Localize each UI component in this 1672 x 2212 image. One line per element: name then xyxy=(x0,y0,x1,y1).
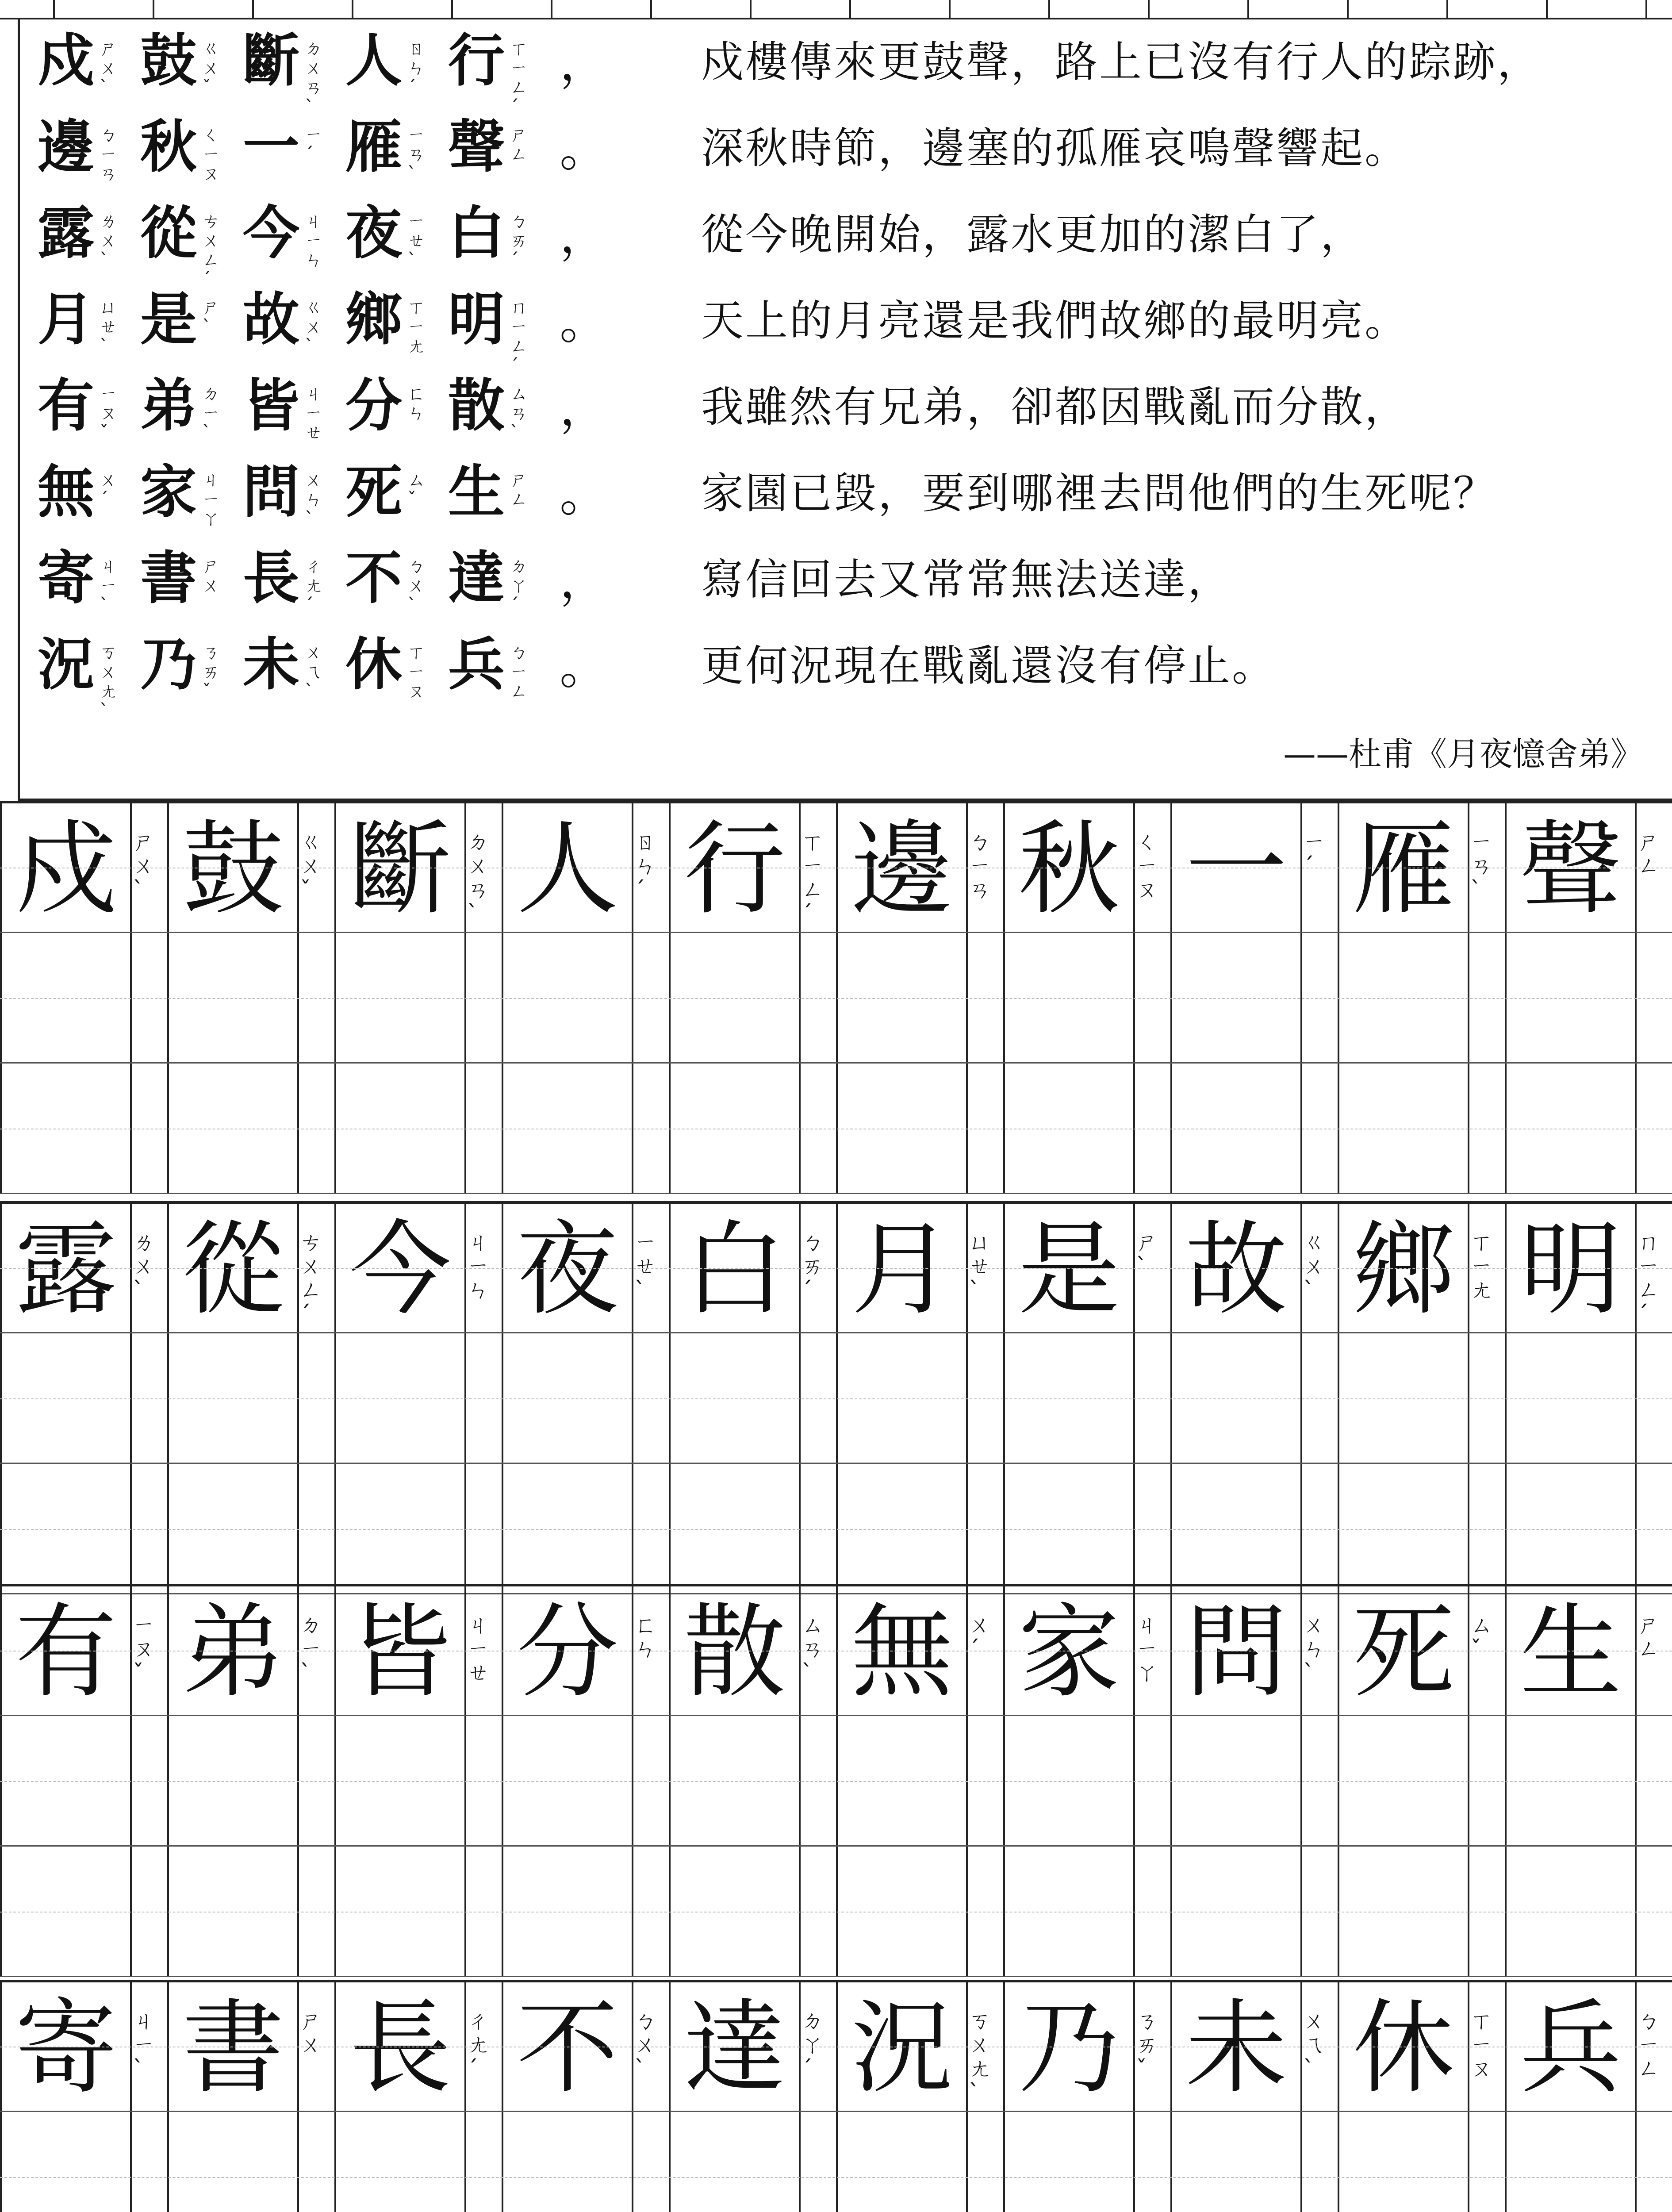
model-zhuyin: ㄅㄧㄢ xyxy=(969,829,991,902)
poem-hanzi: 乃 xyxy=(140,631,197,698)
poem-hanzi: 月 xyxy=(38,286,95,353)
poem-zhuyin: ㄨㄟˋ xyxy=(305,642,322,702)
poem-hanzi: 秋 xyxy=(140,114,197,180)
poem-zhuyin: ㄕˋ xyxy=(202,297,220,337)
model-zhuyin: ㄅㄧㄥ xyxy=(1637,2008,1660,2081)
model-character: 是 xyxy=(1018,1211,1120,1329)
poem-zhuyin: ㄕㄨ xyxy=(202,556,220,596)
model-zhuyin: ㄐㄧㄣ xyxy=(467,1229,489,1303)
model-zhuyin: ㄨㄣˋ xyxy=(1303,1612,1325,1686)
model-character: 皆 xyxy=(349,1594,451,1712)
model-zhuyin: ㄩㄝˋ xyxy=(969,1229,991,1303)
guide-line xyxy=(0,1193,1672,1194)
poem-hanzi: 露 xyxy=(38,200,95,266)
poem-hanzi: 皆 xyxy=(243,373,300,439)
poem-hanzi: 散 xyxy=(448,373,505,439)
ruler-tick xyxy=(1645,0,1647,18)
poem-hanzi: 鼓 xyxy=(140,27,197,94)
top-ruler xyxy=(0,0,1672,19)
model-zhuyin: ㄙˇ xyxy=(1470,1612,1492,1662)
poem-hanzi: 故 xyxy=(243,286,300,353)
guide-line xyxy=(0,1332,1672,1333)
practice-row xyxy=(0,1201,1672,1593)
poem-zhuyin: ㄅㄧㄢ xyxy=(100,125,117,184)
model-zhuyin: ㄙㄢˋ xyxy=(801,1612,824,1686)
ruler-tick xyxy=(53,0,55,18)
model-zhuyin: ㄧㄢˋ xyxy=(1470,829,1492,902)
poem-zhuyin: ㄧㄝˋ xyxy=(407,211,425,270)
poem-zhuyin: ㄑㄧㄡ xyxy=(202,125,220,184)
poem-hanzi: 況 xyxy=(38,631,95,698)
guide-line xyxy=(0,1845,1672,1847)
poem-hanzi: 書 xyxy=(140,545,197,611)
model-character: 鼓 xyxy=(182,810,284,929)
model-zhuyin: ㄍㄨˋ xyxy=(1303,1229,1325,1303)
guide-dashed-line xyxy=(0,2177,1672,2178)
verse-translation: 從今晚開始，露水更加的潔白了， xyxy=(701,210,1365,259)
model-zhuyin: ㄒㄧㄤ xyxy=(1470,1229,1492,1303)
poem-zhuyin: ㄧˊ xyxy=(305,125,322,165)
model-character: 邊 xyxy=(851,810,953,929)
model-zhuyin: ㄧㄡˇ xyxy=(133,1612,155,1686)
guide-line xyxy=(0,2111,1672,2112)
model-zhuyin: ㄐㄧㄚ xyxy=(1136,1612,1158,1686)
model-character: 秋 xyxy=(1018,810,1120,929)
model-character: 況 xyxy=(851,1989,953,2108)
poem-zhuyin: ㄒㄧㄥˊ xyxy=(510,38,528,117)
ruler-tick xyxy=(849,0,851,18)
ruler-tick xyxy=(650,0,652,18)
guide-dashed-line xyxy=(0,1268,1672,1269)
model-zhuyin: ㄎㄨㄤˋ xyxy=(969,2008,991,2105)
model-character: 月 xyxy=(851,1211,953,1329)
poem-hanzi: 不 xyxy=(345,545,403,611)
poem-zhuyin: ㄅㄨˋ xyxy=(407,556,425,615)
guide-line xyxy=(0,1715,1672,1716)
poem-hanzi: 邊 xyxy=(38,114,95,180)
ruler-tick xyxy=(1148,0,1150,18)
poem-hanzi: 戍 xyxy=(38,27,95,94)
model-zhuyin: ㄕˋ xyxy=(1136,1229,1158,1279)
poem-hanzi: 聲 xyxy=(448,114,505,180)
model-zhuyin: ㄇㄧㄥˊ xyxy=(1637,1229,1660,1327)
verse-punctuation: ， xyxy=(560,552,608,609)
model-character: 休 xyxy=(1352,1989,1454,2108)
model-zhuyin: ㄔㄤˊ xyxy=(467,2008,489,2081)
model-zhuyin: ㄕㄨˋ xyxy=(133,829,155,902)
model-zhuyin: ㄨˊ xyxy=(969,1612,991,1662)
guide-dashed-line xyxy=(0,1529,1672,1530)
model-zhuyin: ㄐㄧˋ xyxy=(133,2008,155,2081)
guide-line xyxy=(0,1062,1672,1064)
poem-hanzi: 弟 xyxy=(140,373,197,439)
model-zhuyin: ㄑㄧㄡ xyxy=(1136,829,1158,902)
model-character: 夜 xyxy=(516,1211,618,1329)
verse-punctuation: ， xyxy=(560,207,608,264)
poem-zhuyin: ㄉㄧˋ xyxy=(202,384,220,443)
poem-zhuyin: ㄇㄧㄥˊ xyxy=(510,297,528,376)
guide-dashed-line xyxy=(0,1781,1672,1782)
model-character: 散 xyxy=(683,1594,786,1712)
poem-zhuyin: ㄩㄝˋ xyxy=(100,297,117,357)
model-character: 書 xyxy=(182,1989,284,2108)
model-zhuyin: ㄕㄥ xyxy=(1637,829,1660,879)
ruler-tick xyxy=(451,0,453,18)
model-character: 死 xyxy=(1352,1594,1454,1712)
poem-hanzi: 一 xyxy=(243,114,300,180)
poem-hanzi: 寄 xyxy=(38,545,95,611)
poem-hanzi: 鄉 xyxy=(345,286,403,353)
poem-zhuyin: ㄍㄨˇ xyxy=(202,38,220,98)
model-character: 一 xyxy=(1185,810,1287,929)
poem-hanzi: 問 xyxy=(243,459,300,525)
model-character: 露 xyxy=(15,1211,117,1329)
poem-hanzi: 未 xyxy=(243,631,300,698)
guide-line xyxy=(0,932,1672,933)
poem-zhuyin: ㄔㄤˊ xyxy=(305,556,322,615)
model-character: 長 xyxy=(349,1989,451,2108)
guide-dashed-line xyxy=(0,998,1672,999)
ruler-tick xyxy=(1048,0,1050,18)
poem-zhuyin: ㄘㄨㄥˊ xyxy=(202,211,220,290)
ruler-tick xyxy=(750,0,752,18)
ruler-tick xyxy=(252,0,254,18)
model-zhuyin: ㄧㄝˋ xyxy=(634,1229,656,1303)
poem-zhuyin: ㄈㄣ xyxy=(407,384,425,423)
model-zhuyin: ㄉㄚˊ xyxy=(801,2008,824,2081)
model-zhuyin: ㄒㄧㄥˊ xyxy=(801,829,824,926)
verse-translation: 我雖然有兄弟，卻都因戰亂而分散， xyxy=(701,382,1409,432)
model-character: 雁 xyxy=(1352,810,1454,929)
model-character: 未 xyxy=(1185,1989,1287,2108)
model-zhuyin: ㄋㄞˇ xyxy=(1136,2008,1158,2081)
model-character: 戍 xyxy=(15,810,117,929)
practice-row xyxy=(0,1980,1672,2212)
ruler-tick xyxy=(352,0,353,18)
poem-hanzi: 行 xyxy=(448,27,505,94)
poem-zhuyin: ㄨˊ xyxy=(100,470,117,510)
model-character: 從 xyxy=(182,1211,284,1329)
poem-panel xyxy=(18,18,1672,801)
poem-hanzi: 無 xyxy=(38,459,95,525)
model-zhuyin: ㄖㄣˊ xyxy=(634,829,656,902)
poem-hanzi: 休 xyxy=(345,631,403,698)
poem-zhuyin: ㄌㄨˋ xyxy=(100,211,117,270)
verse-translation: 更何況現在戰亂還沒有停止。 xyxy=(701,641,1276,691)
poem-zhuyin: ㄉㄚˊ xyxy=(510,556,528,615)
model-zhuyin: ㄒㄧㄡ xyxy=(1470,2008,1492,2081)
guide-line xyxy=(0,1976,1672,1977)
model-zhuyin: ㄧˊ xyxy=(1303,829,1325,879)
poem-zhuyin: ㄨㄣˋ xyxy=(305,470,322,529)
poem-hanzi: 明 xyxy=(448,286,505,353)
poem-zhuyin: ㄕㄥ xyxy=(510,470,528,510)
poem-zhuyin: ㄎㄨㄤˋ xyxy=(100,642,117,721)
poem-zhuyin: ㄐㄧㄣ xyxy=(305,211,322,270)
poem-hanzi: 是 xyxy=(140,286,197,353)
model-character: 鄉 xyxy=(1352,1211,1454,1329)
verse-punctuation: 。 xyxy=(560,121,608,177)
poem-hanzi: 白 xyxy=(448,200,505,266)
poem-hanzi: 達 xyxy=(448,545,505,611)
guide-line xyxy=(0,1463,1672,1464)
verse-translation: 寫信回去又常常無法送達， xyxy=(701,555,1232,604)
model-character: 乃 xyxy=(1018,1989,1120,2108)
model-character: 家 xyxy=(1018,1594,1120,1712)
guide-dashed-line xyxy=(0,1398,1672,1399)
practice-row xyxy=(0,1584,1672,1976)
poem-hanzi: 雁 xyxy=(345,114,403,180)
poem-zhuyin: ㄙㄢˋ xyxy=(510,384,528,443)
model-character: 明 xyxy=(1519,1211,1622,1329)
model-zhuyin: ㄕㄨ xyxy=(300,2008,322,2058)
poem-zhuyin: ㄉㄨㄢˋ xyxy=(305,38,322,117)
poem-zhuyin: ㄒㄧㄡ xyxy=(407,642,425,702)
verse-translation: 深秋時節，邊塞的孤雁哀鳴聲響起。 xyxy=(701,123,1409,173)
poem-zhuyin: ㄐㄧㄚ xyxy=(202,470,220,529)
verse-punctuation: 。 xyxy=(560,466,608,522)
model-zhuyin: ㄘㄨㄥˊ xyxy=(300,1229,322,1327)
model-zhuyin: ㄅㄨˋ xyxy=(634,2008,656,2081)
model-character: 問 xyxy=(1185,1594,1287,1712)
poem-zhuyin: ㄖㄣˊ xyxy=(407,38,425,98)
ruler-tick xyxy=(1347,0,1349,18)
poem-zhuyin: ㄐㄧˋ xyxy=(100,556,117,615)
poem-zhuyin: ㄍㄨˋ xyxy=(305,297,322,357)
verse-translation: 戍樓傳來更鼓聲，路上已沒有行人的踪跡， xyxy=(701,37,1542,87)
model-zhuyin: ㄐㄧㄝ xyxy=(467,1612,489,1686)
poem-zhuyin: ㄕㄨˋ xyxy=(100,38,117,98)
model-character: 分 xyxy=(516,1594,618,1712)
poem-zhuyin: ㄧㄢˋ xyxy=(407,125,425,184)
verse-punctuation: 。 xyxy=(560,638,608,695)
poem-hanzi: 死 xyxy=(345,459,403,525)
model-character: 行 xyxy=(683,810,786,929)
poem-hanzi: 有 xyxy=(38,373,95,439)
poem-zhuyin: ㄕㄥ xyxy=(510,125,528,165)
verse-punctuation: ， xyxy=(560,35,608,91)
verse-translation: 家園已毀，要到哪裡去問他們的生死呢？ xyxy=(701,469,1497,518)
poem-hanzi: 分 xyxy=(345,373,403,439)
model-zhuyin: ㄉㄧˋ xyxy=(300,1612,322,1686)
model-zhuyin: ㄨㄟˋ xyxy=(1303,2008,1325,2081)
model-character: 生 xyxy=(1519,1594,1622,1712)
poem-hanzi: 從 xyxy=(140,200,197,266)
poem-zhuyin: ㄧㄡˇ xyxy=(100,384,117,443)
poem-zhuyin: ㄙˇ xyxy=(407,470,425,510)
model-character: 白 xyxy=(683,1211,786,1329)
model-character: 人 xyxy=(516,810,618,929)
model-character: 達 xyxy=(683,1989,786,2108)
model-character: 寄 xyxy=(15,1989,117,2108)
poem-hanzi: 夜 xyxy=(345,200,403,266)
poem-zhuyin: ㄅㄧㄥ xyxy=(510,642,528,702)
ruler-tick xyxy=(949,0,951,18)
ruler-tick xyxy=(153,0,154,18)
model-character: 斷 xyxy=(349,810,451,929)
model-zhuyin: ㄉㄨㄢˋ xyxy=(467,829,489,926)
poem-zhuyin: ㄅㄞˊ xyxy=(510,211,528,270)
poem-zhuyin: ㄋㄞˇ xyxy=(202,642,220,702)
model-zhuyin: ㄅㄞˊ xyxy=(801,1229,824,1303)
ruler-tick xyxy=(1446,0,1448,18)
model-character: 弟 xyxy=(182,1594,284,1712)
model-character: 故 xyxy=(1185,1211,1287,1329)
poem-hanzi: 今 xyxy=(243,200,300,266)
model-character: 不 xyxy=(516,1989,618,2108)
model-character: 有 xyxy=(15,1594,117,1712)
poem-hanzi: 長 xyxy=(243,545,300,611)
poem-zhuyin: ㄐㄧㄝ xyxy=(305,384,322,443)
model-character: 聲 xyxy=(1519,810,1622,929)
verse-translation: 天上的月亮還是我們故鄉的最明亮。 xyxy=(701,296,1409,346)
poem-hanzi: 家 xyxy=(140,459,197,525)
model-character: 兵 xyxy=(1519,1989,1622,2108)
poem-hanzi: 人 xyxy=(345,27,403,94)
model-zhuyin: ㄕㄥ xyxy=(1637,1612,1660,1662)
verse-punctuation: 。 xyxy=(560,293,608,350)
poem-zhuyin: ㄒㄧㄤ xyxy=(407,297,425,357)
verse-punctuation: ， xyxy=(560,380,608,436)
model-zhuyin: ㄈㄣ xyxy=(634,1612,656,1662)
model-character: 無 xyxy=(851,1594,953,1712)
poem-hanzi: 斷 xyxy=(243,27,300,94)
model-zhuyin: ㄌㄨˋ xyxy=(133,1229,155,1303)
ruler-tick xyxy=(1546,0,1548,18)
model-zhuyin: ㄍㄨˇ xyxy=(300,829,322,902)
poem-hanzi: 生 xyxy=(448,459,505,525)
poem-attribution: ——杜甫《月夜憶舍弟》 xyxy=(1283,735,1643,773)
practice-row xyxy=(0,801,1672,1193)
ruler-tick xyxy=(551,0,552,18)
ruler-tick xyxy=(1247,0,1249,18)
model-character: 今 xyxy=(349,1211,451,1329)
poem-hanzi: 兵 xyxy=(448,631,505,698)
